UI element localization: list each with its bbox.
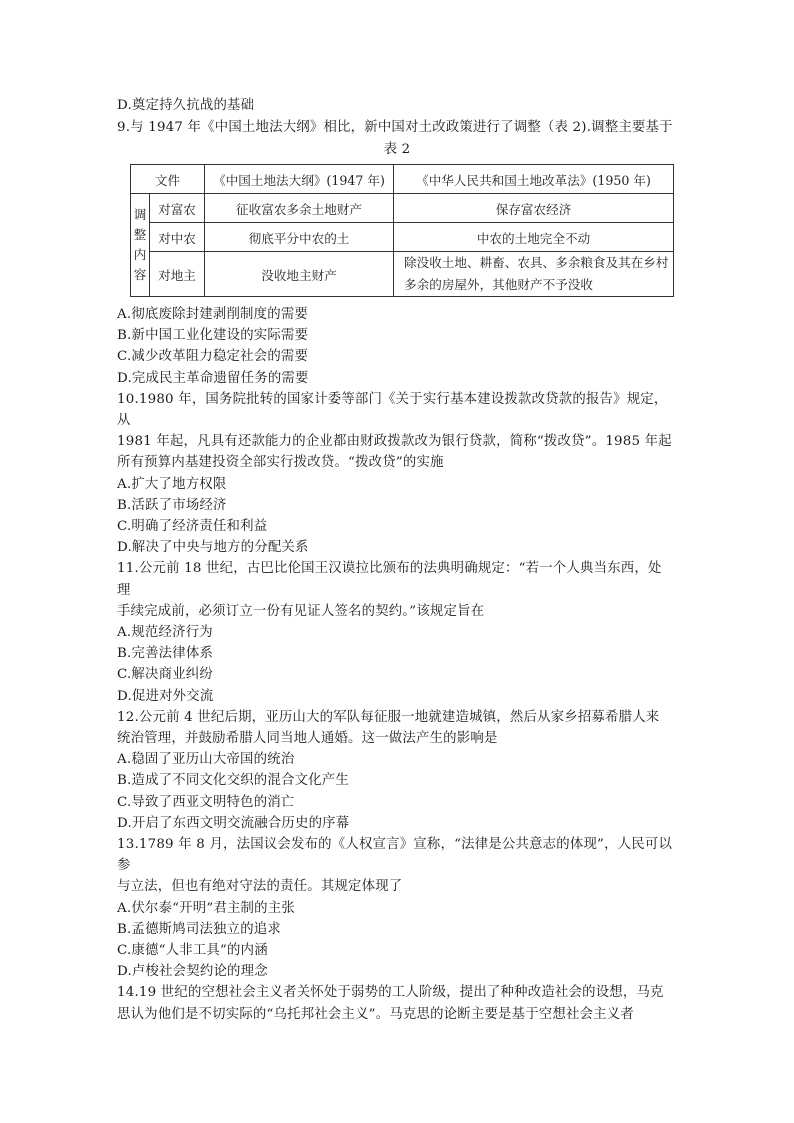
text-line: D.解决了中央与地方的分配关系 (117, 540, 309, 556)
row-1947: 彻底平分中农的土 (205, 223, 394, 252)
row-1950: 中农的土地完全不动 (394, 223, 674, 252)
text-line: 13.1789 年 8 月，法国议会发布的《人权宣言》宣称，“法律是公共意志的体现”，人民可以 (117, 837, 673, 852)
text-line: 参 (117, 858, 131, 874)
text-line: C.解决商业纠纷 (117, 667, 213, 683)
text-line: D.开启了东西文明交流融合历史的序幕 (117, 815, 350, 831)
text-line: D.卢梭社会契约论的理念 (117, 964, 268, 980)
side-label-char: 内 (133, 247, 147, 262)
option-d-q8: D.奠定持久抗战的基础 (117, 98, 255, 113)
side-label-char: 容 (133, 267, 147, 282)
header-doc: 文件 (131, 165, 205, 194)
land-policy-table (130, 164, 674, 297)
text-line: C.导致了西亚文明特色的消亡 (117, 794, 295, 810)
question-9-stem: 9.与 1947 年《中国土地法大纲》相比，新中国对土改政策进行了调整（表 2).调整主要基于 (117, 120, 673, 135)
text-line: B.新中国工业化建设的实际需要 (117, 328, 309, 344)
table-row (131, 223, 674, 252)
text-line: B.孟德斯鸠司法独立的追求 (117, 921, 281, 937)
text-line: C.明确了经济责任和利益 (117, 519, 268, 534)
row-category: 对地主 (150, 252, 205, 297)
text-line: A.稳固了亚历山大帝国的统治 (117, 752, 295, 768)
side-label-text (131, 205, 149, 285)
text-line: 11.公元前 18 世纪，古巴比伦国王汉谟拉比颁布的法典明确规定：“若一个人典当东西，处 (117, 561, 662, 577)
table-header-row (131, 165, 674, 194)
row-1947: 征收富农多余土地财产 (205, 194, 394, 223)
text-line: A.伏尔泰“开明”君主制的主张 (117, 900, 295, 916)
header-1950: 《中华人民共和国土地改革法》(1950 年) (394, 165, 674, 194)
row-1947: 没收地主财产 (205, 252, 394, 297)
text-line: 14.19 世纪的空想社会主义者关怀处于弱势的工人阶级，提出了种种改造社会的设想，马克 (117, 985, 664, 1001)
text-line: B.完善法律体系 (117, 646, 214, 662)
text-line: A.扩大了地方权限 (117, 476, 227, 492)
text-line: 思认为他们是不切实际的“乌托邦社会主义”。马克思的论断主要是基于空想社会主义者 (117, 1006, 634, 1022)
text-line: 手续完成前，必须订立一份有见证人签名的契约。”该规定旨在 (117, 603, 485, 619)
text-line: 从 (117, 413, 131, 428)
text-line: C.减少改革阻力稳定社会的需要 (117, 349, 309, 365)
text-line: D.促进对外交流 (117, 688, 214, 704)
text-line: 统治管理，并鼓励希腊人同当地人通婚。这一做法产生的影响是 (117, 731, 498, 746)
text-line: 10.1980 年，国务院批转的国家计委等部门《关于实行基本建设拨款改贷款的报告》规定， (117, 391, 668, 407)
text-line: 所有预算内基建投资全部实行拨改贷。“拨改贷”的实施 (117, 455, 444, 471)
text-line: 理 (117, 582, 131, 598)
text-line: 1981 年起，凡具有还款能力的企业都由财政拨款改为银行贷款，简称“拨改贷”。1985 年起 (117, 434, 672, 450)
side-label-char: 整 (133, 227, 147, 242)
row-1950: 除没收土地、耕畜、农具、多余粮食及其在乡村多余的房屋外，其他财产不予没收 (394, 252, 674, 297)
text-line: A.规范经济行为 (117, 625, 213, 640)
text-line: A.彻底废除封建剥削制度的需要 (117, 307, 309, 322)
row-category: 对富农 (150, 194, 205, 223)
side-label-char: 调 (133, 207, 147, 222)
side-label (131, 194, 150, 297)
text-line: 与立法，但也有绝对守法的责任。其规定体现了 (117, 879, 403, 895)
text-line: D.完成民主革命遗留任务的需要 (117, 370, 309, 386)
text-line: B.活跃了市场经济 (117, 497, 227, 513)
table-caption: 表 2 (383, 142, 411, 157)
text-line: B.造成了不同文化交织的混合文化产生 (117, 773, 349, 789)
header-1947: 《中国土地法大纲》(1947 年) (205, 165, 394, 194)
text-line: 12.公元前 4 世纪后期，亚历山大的军队每征服一地就建造城镇，然后从家乡招募希腊人来 (117, 709, 660, 725)
table-row (131, 194, 674, 223)
table-row (131, 252, 674, 297)
text-line: C.康德“人非工具”的内涵 (117, 943, 268, 958)
row-1950: 保存富农经济 (394, 194, 674, 223)
row-category: 对中农 (150, 223, 205, 252)
